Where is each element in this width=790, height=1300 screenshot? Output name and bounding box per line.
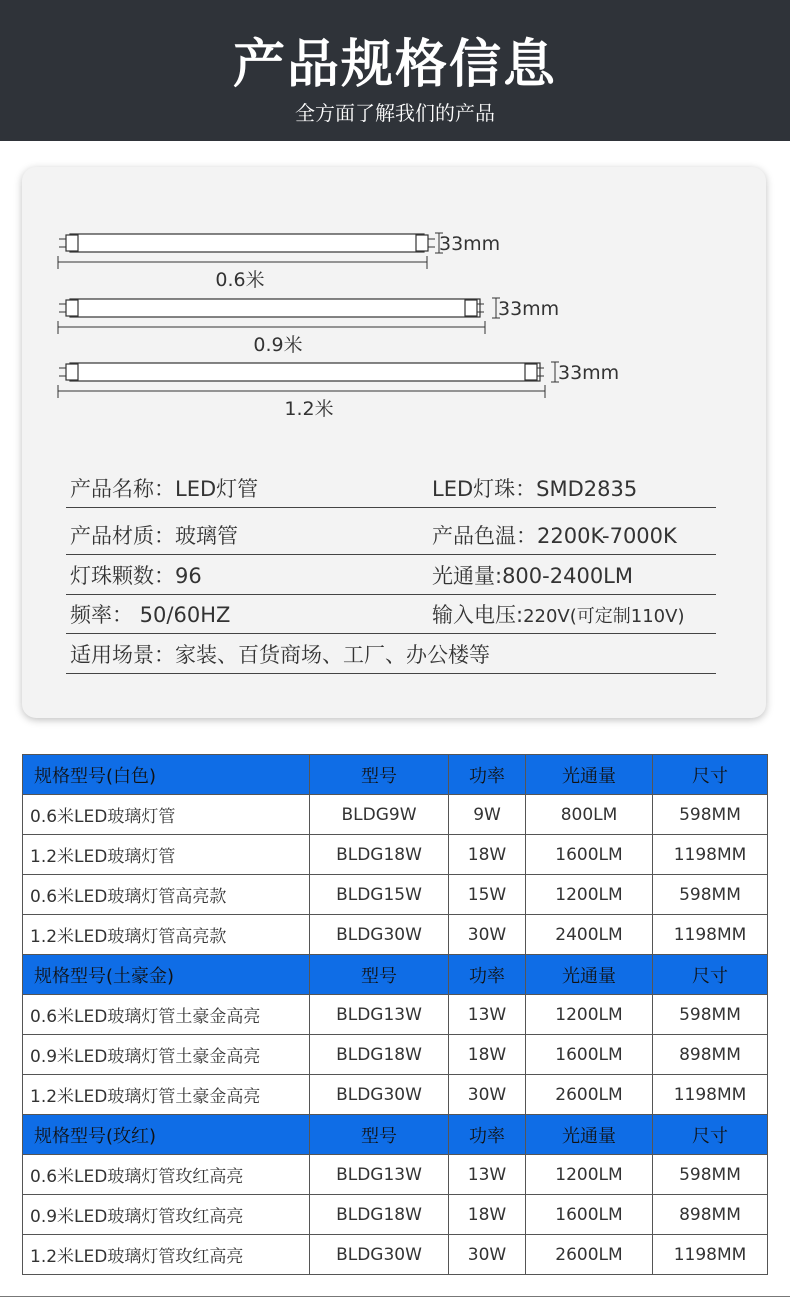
tube-0-9m — [58, 298, 559, 356]
cell-power: 30W — [449, 1235, 526, 1275]
spec-row-2 — [66, 516, 716, 555]
cell-model: BLDG15W — [310, 875, 449, 915]
table-group-header-white — [23, 755, 768, 795]
cell-model: BLDG30W — [310, 915, 449, 955]
table-row — [23, 1195, 768, 1235]
spec-bead-count: 灯珠颗数：96 — [70, 564, 202, 588]
group-name: 规格型号(白色) — [23, 755, 310, 795]
cell-size: 898MM — [653, 1035, 768, 1075]
cell-model: BLDG18W — [310, 1035, 449, 1075]
tube-end-cap-left — [66, 364, 78, 380]
spec-product-name: 产品名称：LED灯管 — [70, 477, 259, 501]
cell-flux: 1600LM — [526, 1195, 653, 1235]
cell-flux: 1600LM — [526, 835, 653, 875]
cell-power: 30W — [449, 1075, 526, 1115]
col-header-model: 型号 — [310, 755, 449, 795]
cell-power: 18W — [449, 1035, 526, 1075]
tube-1-2m — [58, 362, 619, 420]
length-label: 0.9米 — [253, 334, 303, 356]
spec-row-3 — [66, 556, 716, 595]
spec-input-voltage-value: 220V(可定制110V) — [523, 606, 685, 627]
cell-name: 1.2米LED玻璃灯管 — [23, 835, 310, 875]
cell-name: 1.2米LED玻璃灯管玫红高亮 — [23, 1235, 310, 1275]
tube-body — [70, 363, 540, 381]
cell-size: 598MM — [653, 795, 768, 835]
tube-end-cap-left — [66, 300, 78, 316]
cell-model: BLDG18W — [310, 1195, 449, 1235]
table-row — [23, 1035, 768, 1075]
cell-flux: 2600LM — [526, 1235, 653, 1275]
cell-flux: 1200LM — [526, 1155, 653, 1195]
cell-power: 18W — [449, 1195, 526, 1235]
cell-model: BLDG30W — [310, 1235, 449, 1275]
table-group-header-rose — [23, 1115, 768, 1155]
cell-name: 1.2米LED玻璃灯管土豪金高亮 — [23, 1075, 310, 1115]
tube-0-6m — [58, 233, 500, 291]
cell-power: 18W — [449, 835, 526, 875]
cell-size: 1198MM — [653, 915, 768, 955]
cell-name: 0.6米LED玻璃灯管玫红高亮 — [23, 1155, 310, 1195]
table-row — [23, 795, 768, 835]
tube-end-cap-left — [66, 235, 78, 251]
col-header-flux: 光通量 — [526, 755, 653, 795]
tube-end-cap-right — [416, 235, 428, 251]
cell-size: 898MM — [653, 1195, 768, 1235]
cell-model: BLDG13W — [310, 995, 449, 1035]
col-header-size: 尺寸 — [653, 1115, 768, 1155]
cell-model: BLDG13W — [310, 1155, 449, 1195]
spec-application: 适用场景：家装、百货商场、工厂、办公楼等 — [70, 643, 490, 667]
length-label: 0.6米 — [215, 269, 265, 291]
cell-size: 1198MM — [653, 1075, 768, 1115]
bottom-divider — [0, 1296, 790, 1297]
table-row — [23, 875, 768, 915]
cell-power: 13W — [449, 1155, 526, 1195]
cell-flux: 1200LM — [526, 875, 653, 915]
cell-flux: 800LM — [526, 795, 653, 835]
diameter-label: 33mm — [558, 362, 620, 384]
diameter-label: 33mm — [439, 233, 501, 255]
spec-frequency: 频率： 50/60HZ — [70, 603, 231, 627]
spec-color-temp: 产品色温：2200K-7000K — [432, 524, 677, 548]
group-name: 规格型号(玫红) — [23, 1115, 310, 1155]
cell-power: 30W — [449, 915, 526, 955]
tube-size-diagram — [22, 167, 766, 427]
cell-model: BLDG30W — [310, 1075, 449, 1115]
cell-name: 0.6米LED玻璃灯管土豪金高亮 — [23, 995, 310, 1035]
col-header-model: 型号 — [310, 955, 449, 995]
col-header-flux: 光通量 — [526, 955, 653, 995]
col-header-power: 功率 — [449, 1115, 526, 1155]
cell-power: 15W — [449, 875, 526, 915]
cell-size: 1198MM — [653, 835, 768, 875]
cell-name: 0.6米LED玻璃灯管 — [23, 795, 310, 835]
spec-input-voltage-label: 输入电压: — [432, 603, 524, 627]
cell-name: 0.9米LED玻璃灯管玫红高亮 — [23, 1195, 310, 1235]
spec-table — [22, 754, 768, 1275]
cell-name: 0.9米LED玻璃灯管土豪金高亮 — [23, 1035, 310, 1075]
tube-end-cap-right — [525, 364, 537, 380]
spec-led-chip: LED灯珠：SMD2835 — [432, 477, 638, 501]
cell-size: 1198MM — [653, 1235, 768, 1275]
tube-body — [70, 299, 480, 317]
cell-flux: 1600LM — [526, 1035, 653, 1075]
col-header-flux: 光通量 — [526, 1115, 653, 1155]
col-header-power: 功率 — [449, 755, 526, 795]
length-label: 1.2米 — [284, 398, 334, 420]
table-row — [23, 1155, 768, 1195]
cell-flux: 2400LM — [526, 915, 653, 955]
cell-power: 13W — [449, 995, 526, 1035]
page-header — [0, 0, 790, 141]
table-row — [23, 1235, 768, 1275]
spec-card — [22, 167, 766, 718]
cell-size: 598MM — [653, 1155, 768, 1195]
page-title: 产品规格信息 — [232, 35, 557, 95]
col-header-size: 尺寸 — [653, 755, 768, 795]
diameter-label: 33mm — [498, 298, 560, 320]
col-header-model: 型号 — [310, 1115, 449, 1155]
spec-input-voltage — [432, 599, 684, 629]
col-header-size: 尺寸 — [653, 955, 768, 995]
cell-flux: 1200LM — [526, 995, 653, 1035]
table-group-header-gold — [23, 955, 768, 995]
group-name: 规格型号(土豪金) — [23, 955, 310, 995]
table-row — [23, 915, 768, 955]
spec-material: 产品材质：玻璃管 — [70, 524, 238, 548]
tube-body — [70, 234, 424, 252]
cell-size: 598MM — [653, 875, 768, 915]
cell-name: 1.2米LED玻璃灯管高亮款 — [23, 915, 310, 955]
cell-name: 0.6米LED玻璃灯管高亮款 — [23, 875, 310, 915]
spec-row-1 — [66, 469, 716, 508]
table-row — [23, 1075, 768, 1115]
page-subtitle: 全方面了解我们的产品 — [295, 101, 495, 125]
table-row — [23, 835, 768, 875]
cell-model: BLDG18W — [310, 835, 449, 875]
spec-row-5 — [66, 635, 716, 674]
table-row — [23, 995, 768, 1035]
cell-flux: 2600LM — [526, 1075, 653, 1115]
spec-row-4 — [66, 595, 716, 634]
cell-model: BLDG9W — [310, 795, 449, 835]
col-header-power: 功率 — [449, 955, 526, 995]
cell-size: 598MM — [653, 995, 768, 1035]
tube-end-cap-right — [465, 300, 477, 316]
spec-luminous-flux: 光通量:800-2400LM — [432, 564, 633, 588]
cell-power: 9W — [449, 795, 526, 835]
